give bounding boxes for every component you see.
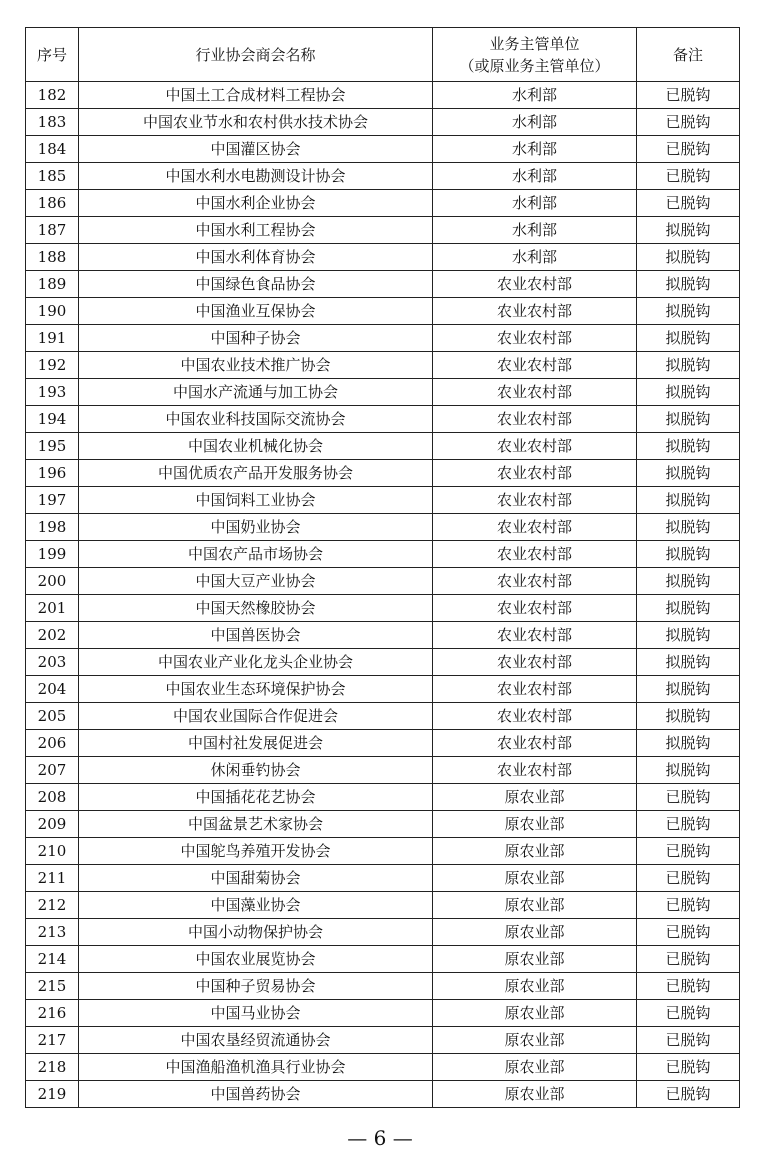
cell-index: 199 (26, 541, 79, 568)
cell-index: 192 (26, 352, 79, 379)
cell-note: 拟脱钩 (637, 379, 740, 406)
header-department (433, 28, 637, 82)
cell-department: 原农业部 (433, 946, 637, 973)
cell-name: 中国鸵鸟养殖开发协会 (79, 838, 433, 865)
cell-index: 205 (26, 703, 79, 730)
cell-index: 215 (26, 973, 79, 1000)
cell-department: 农业农村部 (433, 325, 637, 352)
cell-index: 219 (26, 1081, 79, 1108)
cell-department: 农业农村部 (433, 649, 637, 676)
cell-index: 197 (26, 487, 79, 514)
cell-note: 拟脱钩 (637, 541, 740, 568)
cell-name: 中国天然橡胶协会 (79, 595, 433, 622)
cell-index: 187 (26, 217, 79, 244)
table-row (26, 784, 740, 811)
cell-department: 农业农村部 (433, 757, 637, 784)
cell-name: 中国兽医协会 (79, 622, 433, 649)
table-row (26, 352, 740, 379)
cell-department: 原农业部 (433, 919, 637, 946)
cell-note: 拟脱钩 (637, 325, 740, 352)
cell-department: 原农业部 (433, 1027, 637, 1054)
cell-name: 中国农业机械化协会 (79, 433, 433, 460)
cell-index: 206 (26, 730, 79, 757)
cell-note: 已脱钩 (637, 136, 740, 163)
cell-index: 204 (26, 676, 79, 703)
cell-index: 186 (26, 190, 79, 217)
table-row (26, 595, 740, 622)
cell-index: 184 (26, 136, 79, 163)
cell-index: 217 (26, 1027, 79, 1054)
table-row (26, 838, 740, 865)
cell-note: 拟脱钩 (637, 595, 740, 622)
cell-index: 195 (26, 433, 79, 460)
cell-index: 189 (26, 271, 79, 298)
cell-index: 188 (26, 244, 79, 271)
cell-note: 已脱钩 (637, 190, 740, 217)
cell-name: 中国水利体育协会 (79, 244, 433, 271)
cell-note: 已脱钩 (637, 811, 740, 838)
cell-name: 中国农业节水和农村供水技术协会 (79, 109, 433, 136)
cell-note: 已脱钩 (637, 1081, 740, 1108)
table-header (26, 28, 740, 82)
cell-department: 农业农村部 (433, 487, 637, 514)
cell-note: 拟脱钩 (637, 730, 740, 757)
cell-index: 207 (26, 757, 79, 784)
cell-department: 农业农村部 (433, 379, 637, 406)
cell-note: 已脱钩 (637, 919, 740, 946)
cell-name: 中国农业生态环境保护协会 (79, 676, 433, 703)
cell-note: 已脱钩 (637, 838, 740, 865)
cell-department: 水利部 (433, 82, 637, 109)
cell-department: 农业农村部 (433, 460, 637, 487)
cell-note: 拟脱钩 (637, 298, 740, 325)
cell-note: 拟脱钩 (637, 352, 740, 379)
cell-note: 拟脱钩 (637, 514, 740, 541)
cell-department: 农业农村部 (433, 352, 637, 379)
cell-note: 已脱钩 (637, 865, 740, 892)
table-row (26, 541, 740, 568)
cell-index: 185 (26, 163, 79, 190)
cell-index: 210 (26, 838, 79, 865)
cell-note: 已脱钩 (637, 163, 740, 190)
table-row (26, 433, 740, 460)
cell-department: 农业农村部 (433, 676, 637, 703)
table-row (26, 190, 740, 217)
table-row (26, 406, 740, 433)
cell-department: 原农业部 (433, 838, 637, 865)
cell-note: 拟脱钩 (637, 649, 740, 676)
cell-index: 182 (26, 82, 79, 109)
cell-note: 拟脱钩 (637, 406, 740, 433)
header-index: 序号 (26, 28, 79, 82)
cell-name: 中国农业科技国际交流协会 (79, 406, 433, 433)
cell-name: 中国农业展览协会 (79, 946, 433, 973)
cell-name: 中国渔业互保协会 (79, 298, 433, 325)
page-number: — 6 — (347, 1126, 413, 1150)
cell-note: 拟脱钩 (637, 703, 740, 730)
cell-name: 中国甜菊协会 (79, 865, 433, 892)
table-row (26, 109, 740, 136)
table-row (26, 1081, 740, 1108)
table-row (26, 973, 740, 1000)
cell-note: 拟脱钩 (637, 217, 740, 244)
cell-department: 水利部 (433, 190, 637, 217)
table-row (26, 892, 740, 919)
cell-department: 原农业部 (433, 811, 637, 838)
cell-index: 202 (26, 622, 79, 649)
cell-department: 农业农村部 (433, 433, 637, 460)
table-row (26, 865, 740, 892)
table-row (26, 325, 740, 352)
cell-name: 中国种子贸易协会 (79, 973, 433, 1000)
header-name: 行业协会商会名称 (79, 28, 433, 82)
cell-name: 中国奶业协会 (79, 514, 433, 541)
cell-name: 中国农垦经贸流通协会 (79, 1027, 433, 1054)
table-row (26, 757, 740, 784)
cell-department: 农业农村部 (433, 271, 637, 298)
cell-name: 中国绿色食品协会 (79, 271, 433, 298)
cell-note: 拟脱钩 (637, 622, 740, 649)
cell-name: 休闲垂钓协会 (79, 757, 433, 784)
table-row (26, 82, 740, 109)
table-row (26, 514, 740, 541)
cell-name: 中国村社发展促进会 (79, 730, 433, 757)
cell-name: 中国藻业协会 (79, 892, 433, 919)
cell-note: 已脱钩 (637, 1027, 740, 1054)
cell-name: 中国插花花艺协会 (79, 784, 433, 811)
cell-note: 拟脱钩 (637, 676, 740, 703)
table-row (26, 676, 740, 703)
cell-index: 190 (26, 298, 79, 325)
table-row (26, 811, 740, 838)
cell-department: 水利部 (433, 244, 637, 271)
cell-note: 已脱钩 (637, 892, 740, 919)
cell-name: 中国盆景艺术家协会 (79, 811, 433, 838)
table-row (26, 1027, 740, 1054)
cell-department: 农业农村部 (433, 730, 637, 757)
cell-note: 拟脱钩 (637, 271, 740, 298)
cell-index: 208 (26, 784, 79, 811)
cell-index: 194 (26, 406, 79, 433)
cell-name: 中国农产品市场协会 (79, 541, 433, 568)
cell-index: 191 (26, 325, 79, 352)
table-row (26, 163, 740, 190)
table-row (26, 244, 740, 271)
cell-department: 农业农村部 (433, 703, 637, 730)
cell-name: 中国小动物保护协会 (79, 919, 433, 946)
cell-name: 中国农业国际合作促进会 (79, 703, 433, 730)
cell-index: 209 (26, 811, 79, 838)
table-row (26, 379, 740, 406)
cell-department: 原农业部 (433, 1081, 637, 1108)
cell-name: 中国渔船渔机渔具行业协会 (79, 1054, 433, 1081)
cell-name: 中国农业技术推广协会 (79, 352, 433, 379)
cell-note: 已脱钩 (637, 82, 740, 109)
table-row (26, 568, 740, 595)
header-row (26, 28, 740, 82)
cell-department: 原农业部 (433, 1000, 637, 1027)
cell-index: 212 (26, 892, 79, 919)
cell-note: 已脱钩 (637, 1000, 740, 1027)
cell-department: 原农业部 (433, 892, 637, 919)
table-row (26, 730, 740, 757)
table-row (26, 298, 740, 325)
cell-index: 211 (26, 865, 79, 892)
cell-note: 已脱钩 (637, 1054, 740, 1081)
table-row (26, 919, 740, 946)
cell-index: 218 (26, 1054, 79, 1081)
table-row (26, 622, 740, 649)
cell-name: 中国水利工程协会 (79, 217, 433, 244)
cell-department: 水利部 (433, 109, 637, 136)
table-row (26, 1054, 740, 1081)
cell-name: 中国优质农产品开发服务协会 (79, 460, 433, 487)
cell-name: 中国水产流通与加工协会 (79, 379, 433, 406)
cell-index: 203 (26, 649, 79, 676)
cell-department: 原农业部 (433, 784, 637, 811)
cell-note: 拟脱钩 (637, 568, 740, 595)
table-row (26, 946, 740, 973)
table-row (26, 271, 740, 298)
table-body (26, 82, 740, 1108)
table-row (26, 460, 740, 487)
header-department-line1: 业务主管单位 (489, 34, 580, 53)
cell-note: 已脱钩 (637, 784, 740, 811)
cell-department: 水利部 (433, 217, 637, 244)
table-row (26, 649, 740, 676)
cell-name: 中国水利企业协会 (79, 190, 433, 217)
cell-note: 拟脱钩 (637, 244, 740, 271)
cell-note: 拟脱钩 (637, 757, 740, 784)
cell-index: 198 (26, 514, 79, 541)
cell-index: 214 (26, 946, 79, 973)
cell-department: 农业农村部 (433, 595, 637, 622)
cell-index: 183 (26, 109, 79, 136)
cell-index: 213 (26, 919, 79, 946)
cell-department: 农业农村部 (433, 406, 637, 433)
cell-index: 193 (26, 379, 79, 406)
cell-note: 已脱钩 (637, 109, 740, 136)
table-row (26, 217, 740, 244)
cell-index: 216 (26, 1000, 79, 1027)
cell-name: 中国土工合成材料工程协会 (79, 82, 433, 109)
cell-name: 中国兽药协会 (79, 1081, 433, 1108)
cell-note: 拟脱钩 (637, 487, 740, 514)
cell-index: 200 (26, 568, 79, 595)
cell-department: 水利部 (433, 136, 637, 163)
cell-note: 拟脱钩 (637, 460, 740, 487)
cell-note: 已脱钩 (637, 973, 740, 1000)
header-note: 备注 (637, 28, 740, 82)
cell-department: 农业农村部 (433, 622, 637, 649)
cell-note: 拟脱钩 (637, 433, 740, 460)
cell-name: 中国马业协会 (79, 1000, 433, 1027)
cell-index: 196 (26, 460, 79, 487)
cell-name: 中国大豆产业协会 (79, 568, 433, 595)
table-row (26, 1000, 740, 1027)
header-department-line2: （或原业务主管单位） (459, 56, 610, 75)
table-row (26, 703, 740, 730)
cell-name: 中国灌区协会 (79, 136, 433, 163)
table-row (26, 487, 740, 514)
cell-index: 201 (26, 595, 79, 622)
cell-name: 中国农业产业化龙头企业协会 (79, 649, 433, 676)
cell-department: 农业农村部 (433, 514, 637, 541)
cell-department: 原农业部 (433, 865, 637, 892)
association-table (25, 27, 740, 1108)
cell-note: 已脱钩 (637, 946, 740, 973)
cell-name: 中国水利水电勘测设计协会 (79, 163, 433, 190)
cell-department: 水利部 (433, 163, 637, 190)
cell-department: 农业农村部 (433, 568, 637, 595)
cell-name: 中国饲料工业协会 (79, 487, 433, 514)
cell-department: 原农业部 (433, 1054, 637, 1081)
cell-department: 农业农村部 (433, 541, 637, 568)
table-row (26, 136, 740, 163)
cell-name: 中国种子协会 (79, 325, 433, 352)
cell-department: 原农业部 (433, 973, 637, 1000)
cell-department: 农业农村部 (433, 298, 637, 325)
